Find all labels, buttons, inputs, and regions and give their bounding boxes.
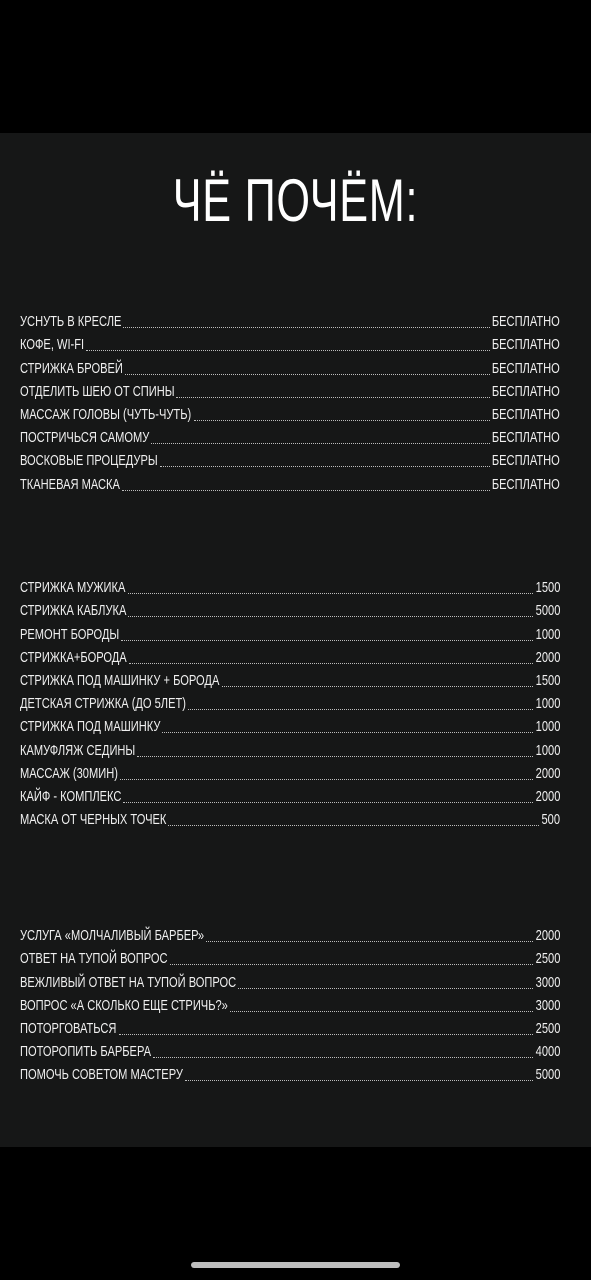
service-name: КАМУФЛЯЖ СЕДИНЫ xyxy=(20,741,136,759)
dot-leader xyxy=(120,768,533,780)
dot-leader xyxy=(128,605,533,617)
service-name: СТРИЖКА ПОД МАШИНКУ + БОРОДА xyxy=(20,671,220,689)
dot-leader xyxy=(185,1069,533,1081)
service-name: ВЕЖЛИВЫЙ ОТВЕТ НА ТУПОЙ ВОПРОС xyxy=(20,973,237,991)
dot-leader xyxy=(194,409,491,421)
price-list-item xyxy=(20,1038,560,1061)
service-name: СТРИЖКА МУЖИКА xyxy=(20,579,126,597)
service-name: КОФЕ, WI-FI xyxy=(20,336,85,354)
price-list-item xyxy=(20,736,560,759)
dot-leader xyxy=(206,930,533,942)
price-list-item xyxy=(20,968,560,991)
dot-leader xyxy=(230,1000,533,1012)
dot-leader xyxy=(121,629,533,641)
price-list-item xyxy=(20,308,560,331)
price-list-item xyxy=(20,713,560,736)
service-price: 2000 xyxy=(535,764,560,782)
service-price: БЕСПЛАТНО xyxy=(492,405,560,423)
service-name: СТРИЖКА КАБЛУКА xyxy=(20,602,127,620)
service-name: ОТДЕЛИТЬ ШЕЮ ОТ СПИНЫ xyxy=(20,382,175,400)
price-list-item xyxy=(20,447,560,470)
dot-leader xyxy=(222,675,533,687)
service-price: 1500 xyxy=(535,579,560,597)
service-name: РЕМОНТ БОРОДЫ xyxy=(20,625,120,643)
service-price: БЕСПЛАТНО xyxy=(492,359,560,377)
service-name: ВОСКОВЫЕ ПРОЦЕДУРЫ xyxy=(20,452,158,470)
price-list-item xyxy=(20,424,560,447)
service-price: БЕСПЛАТНО xyxy=(492,429,560,447)
service-price: БЕСПЛАТНО xyxy=(492,313,560,331)
dot-leader xyxy=(129,652,533,664)
service-price: 1500 xyxy=(535,671,560,689)
dot-leader xyxy=(168,814,539,826)
service-name: УСЛУГА «МОЛЧАЛИВЫЙ БАРБЕР» xyxy=(20,927,205,945)
dot-leader xyxy=(162,721,533,733)
service-price: 5000 xyxy=(535,1066,560,1084)
service-name: ПОСТРИЧЬСЯ САМОМУ xyxy=(20,429,150,447)
service-price: 2000 xyxy=(535,787,560,805)
dot-leader xyxy=(170,953,533,965)
price-list-item xyxy=(20,922,560,945)
price-list-item xyxy=(20,620,560,643)
service-name: СТРИЖКА БРОВЕЙ xyxy=(20,359,123,377)
price-list-item xyxy=(20,945,560,968)
dot-leader xyxy=(123,316,490,328)
service-price: БЕСПЛАТНО xyxy=(492,452,560,470)
price-list-item xyxy=(20,597,560,620)
service-price: 3000 xyxy=(535,996,560,1014)
service-name: КАЙФ - КОМПЛЕКС xyxy=(20,787,122,805)
price-list-item xyxy=(20,1015,560,1038)
joke-services-section xyxy=(20,922,560,1084)
price-list-item xyxy=(20,644,560,667)
service-price: БЕСПЛАТНО xyxy=(492,382,560,400)
service-name: ВОПРОС «А СКОЛЬКО ЕЩЕ СТРИЧЬ?» xyxy=(20,996,228,1014)
price-list-item xyxy=(20,574,560,597)
service-name: УСНУТЬ В КРЕСЛЕ xyxy=(20,313,122,331)
price-list-item xyxy=(20,1061,560,1084)
price-list-item xyxy=(20,331,560,354)
dot-leader xyxy=(188,698,533,710)
dot-leader xyxy=(128,582,533,594)
dot-leader xyxy=(176,386,490,398)
service-name: СТРИЖКА+БОРОДА xyxy=(20,648,127,666)
service-price: 5000 xyxy=(535,602,560,620)
service-price: БЕСПЛАТНО xyxy=(492,475,560,493)
service-price: 1000 xyxy=(535,718,560,736)
price-list-item xyxy=(20,401,560,424)
service-name: ТКАНЕВАЯ МАСКА xyxy=(20,475,120,493)
service-name: ПОТОРГОВАТЬСЯ xyxy=(20,1019,117,1037)
service-price: БЕСПЛАТНО xyxy=(492,336,560,354)
service-name: ДЕТСКАЯ СТРИЖКА (ДО 5ЛЕТ) xyxy=(20,695,186,713)
dot-leader xyxy=(160,455,490,467)
price-list-item xyxy=(20,470,560,493)
service-price: 2500 xyxy=(535,1019,560,1037)
service-price: 3000 xyxy=(535,973,560,991)
free-services-section xyxy=(20,308,560,494)
price-list-item xyxy=(20,354,560,377)
service-price: 4000 xyxy=(535,1043,560,1061)
service-price: 1000 xyxy=(535,695,560,713)
dot-leader xyxy=(137,745,533,757)
paid-services-section xyxy=(20,574,560,829)
service-name: ОТВЕТ НА ТУПОЙ ВОПРОС xyxy=(20,950,168,968)
service-price: 1000 xyxy=(535,741,560,759)
price-list-item xyxy=(20,667,560,690)
service-price: 2000 xyxy=(535,648,560,666)
home-indicator[interactable] xyxy=(191,1262,400,1268)
price-list-item xyxy=(20,992,560,1015)
price-list-item xyxy=(20,760,560,783)
service-name: МАСКА ОТ ЧЕРНЫХ ТОЧЕК xyxy=(20,811,167,829)
dot-leader xyxy=(86,339,490,351)
dot-leader xyxy=(125,363,490,375)
service-name: МАССАЖ ГОЛОВЫ (ЧУТЬ-ЧУТЬ) xyxy=(20,405,192,423)
dot-leader xyxy=(123,791,532,803)
page-title: ЧЁ ПОЧЁМ: xyxy=(172,167,419,234)
service-price: 2000 xyxy=(535,927,560,945)
service-name: СТРИЖКА ПОД МАШИНКУ xyxy=(20,718,161,736)
dot-leader xyxy=(238,977,533,989)
dot-leader xyxy=(119,1023,533,1035)
price-list-item xyxy=(20,378,560,401)
price-list-item xyxy=(20,806,560,829)
service-name: ПОТОРОПИТЬ БАРБЕРА xyxy=(20,1043,152,1061)
service-name: МАССАЖ (30МИН) xyxy=(20,764,118,782)
price-list-item xyxy=(20,690,560,713)
dot-leader xyxy=(151,432,490,444)
service-name: ПОМОЧЬ СОВЕТОМ МАСТЕРУ xyxy=(20,1066,183,1084)
service-price: 1000 xyxy=(535,625,560,643)
service-price: 2500 xyxy=(535,950,560,968)
dot-leader xyxy=(153,1046,533,1058)
price-list-item xyxy=(20,783,560,806)
dot-leader xyxy=(122,479,490,491)
service-price: 500 xyxy=(541,811,560,829)
